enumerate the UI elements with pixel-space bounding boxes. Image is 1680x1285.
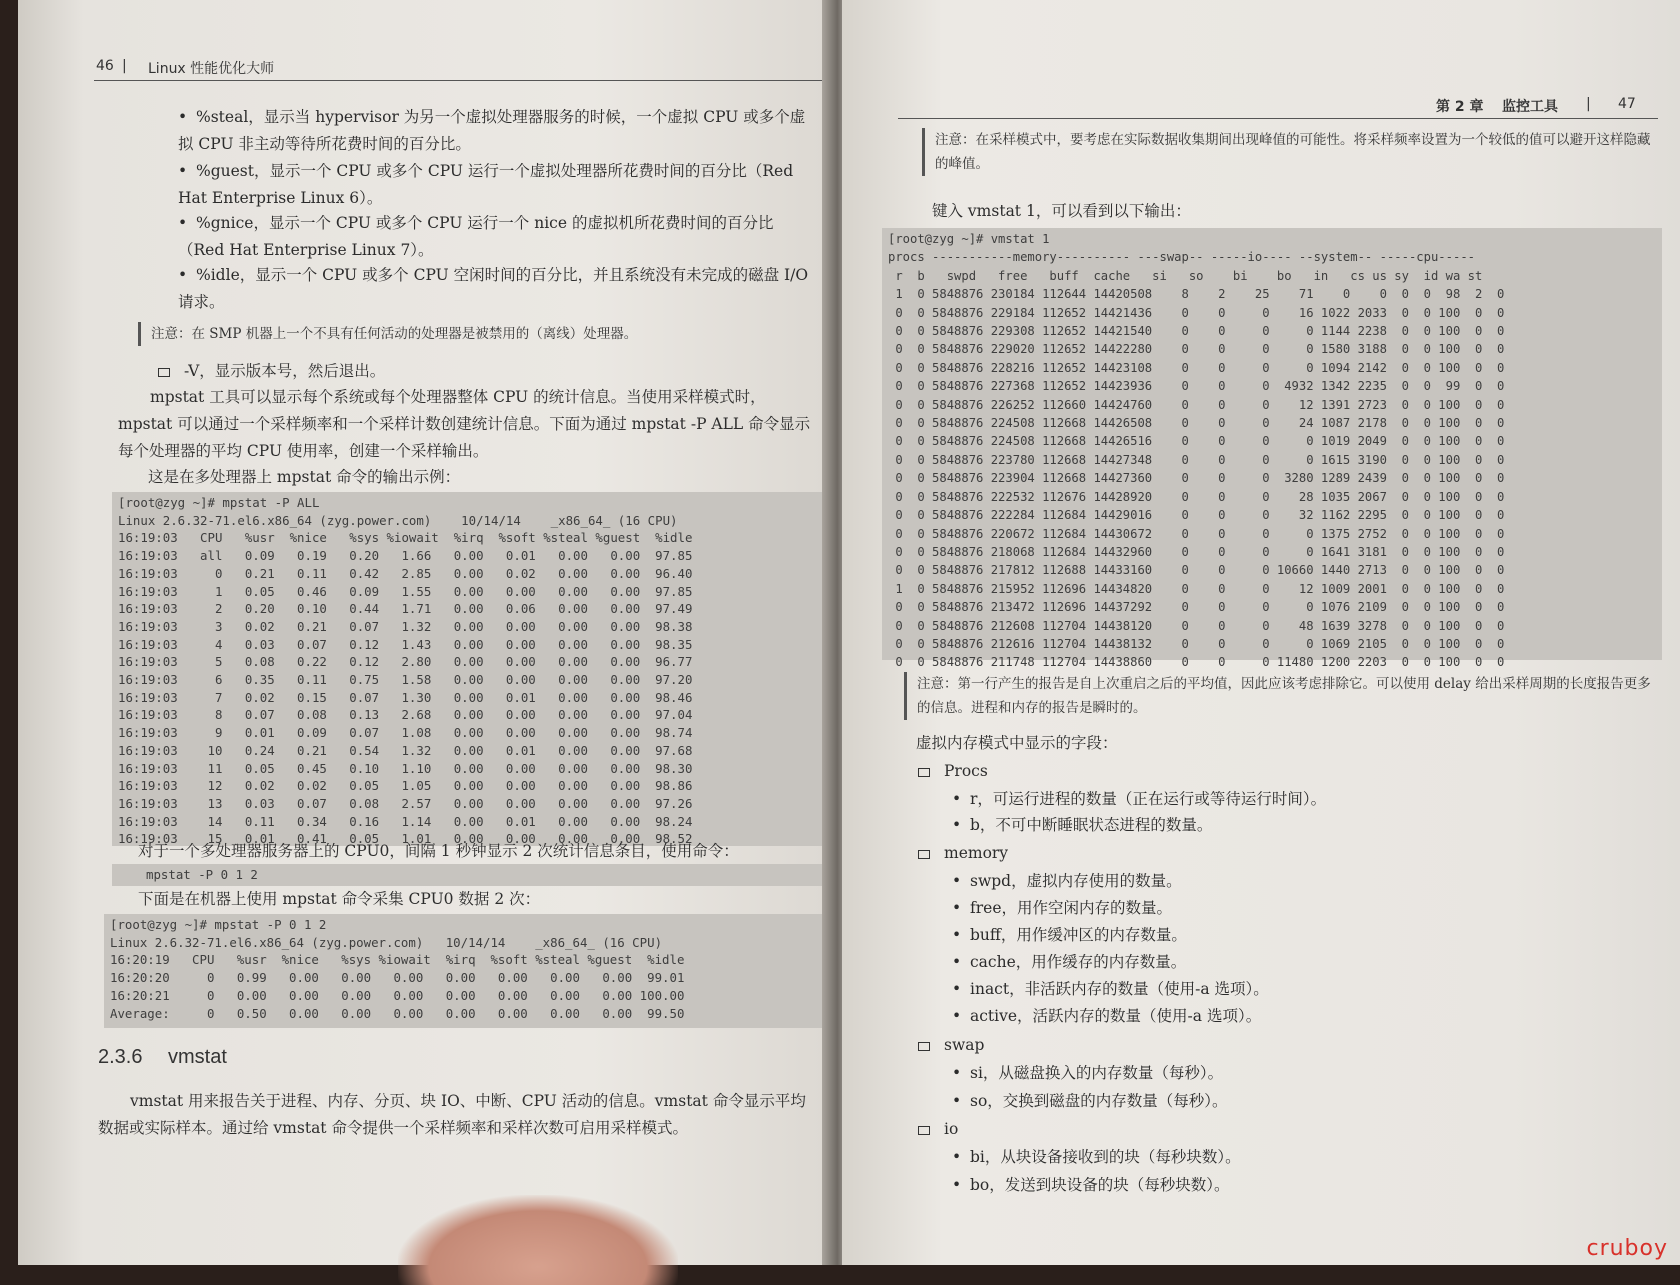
item-buff: • buff，用作缓冲区的内存数量。 [952, 926, 1187, 944]
note-first-line: 注意：第一行产生的报告是自上次重启之后的平均值，因此应该考虑排除它。可以使用 delay 给出采样周期的长度报告更多的信息。进程和内存的报告是瞬时的。 [904, 672, 1657, 720]
right-header-rule [898, 118, 1658, 119]
item-bo: • bo，发送到块设备的块（每秒块数）。 [952, 1176, 1230, 1194]
square-bullet-icon [918, 1042, 930, 1051]
fields-intro: 虚拟内存模式中显示的字段： [916, 734, 1118, 752]
item-bi: • bi，从块设备接收到的块（每秒块数）。 [952, 1148, 1241, 1166]
bullet-idle: • %idle，显示一个 CPU 或多个 CPU 空闲时间的百分比，并且系统没有未完成的磁盘 I/O 请求。 [178, 266, 809, 311]
header-separator: | [122, 58, 127, 74]
bullet-guest: • %guest，显示一个 CPU 或多个 CPU 运行一个虚拟处理器所花费时间的百分比（Red Hat Enterprise Linux 6）。 [178, 162, 794, 207]
group-swap: swap [918, 1032, 984, 1059]
mpstat-all-output: [root@zyg ~]# mpstat -P ALL Linux 2.6.32-71.el6.x86_64 (zyg.power.com) 10/14/14 _x86_64_ (16 CPU) 16:19:03 CPU %usr %nice %sys %iowait %irq %soft %steal %guest %idle 16:19:03 all 0.09 0.19 0.20 1.66 0.00 0.01 0.00 0.00 97.85 16:19:03 0 0.21 0.11 0.42 2.85 0.00 0.02 0.00 0.00 96.40 16:19:03 1 0.05 0.46 0.09 1.55 0.00 0.00 0.00 0.00 97.85 16:19:03 2 0.20 0.10 0.44 1.71 0.00 0.06 0.00 0.00 97.49 16:19:03 3 0.02 0.21 0.07 1.32 0.00 0.00 0.00 0.00 98.38 16:19:03 4 0.03 0.07 0.12 1.43 0.00 0.00 0.00 0.00 98.35 16:19:03 5 0.08 0.22 0.12 2.80 0.00 0.00 0.00 0.00 96.77 16:19:03 6 0.35 0.11 0.75 1.58 0.00 0.00 0.00 0.00 97.20 16:19:03 7 0.02 0.15 0.07 1.30 0.00 0.01 0.00 0.00 98.46 16:19:03 8 0.07 0.08 0.13 2.68 0.00 0.00 0.00 0.00 97.04 16:19:03 9 0.01 0.09 0.07 1.08 0.00 0.00 0.00 0.00 98.74 16:19:03 10 0.24 0.21 0.54 1.32 0.00 0.01 0.00 0.00 97.68 16:19:03 11 0.05 0.45 0.10 1.10 0.00 0.00 0.00 0.00 98.30 16:19:03 12 0.02 0.02 0.05 1.05 0.00 0.00 0.00 0.00 98.86 16:19:03 13 0.03 0.07 0.08 2.57 0.00 0.00 0.00 0.00 97.26 16:19:03 14 0.11 0.34 0.16 1.14 0.00 0.01 0.00 0.00 98.24 16:19:03 15 0.01 0.41 0.05 1.01 0.00 0.00 0.00 0.00 98.52 [112, 492, 824, 846]
item-r: • r，可运行进程的数量（正在运行或等待运行时间）。 [952, 790, 1327, 808]
group-procs: Procs [918, 758, 988, 785]
option-v: -V，显示版本号，然后退出。 [158, 358, 818, 385]
left-book-title: Linux 性能优化大师 [148, 61, 275, 77]
thumb-shadow [398, 1195, 678, 1285]
right-page-number: 47 [1618, 96, 1636, 112]
item-free: • free，用作空闲内存的数量。 [952, 899, 1172, 917]
item-b: • b，不可中断睡眠状态进程的数量。 [952, 816, 1213, 834]
item-so: • so，交换到磁盘的内存数量（每秒）。 [952, 1092, 1228, 1110]
group-memory: memory [918, 840, 1008, 867]
vmstat-description: vmstat 用来报告关于进程、内存、分页、块 IO、中断、CPU 活动的信息。vmstat 命令显示平均数据或实际样本。通过给 vmstat 命令提供一个采样频率和采样次数可启用采样模式。 [98, 1092, 806, 1137]
cpu0-example-intro: 下面是在机器上使用 mpstat 命令采集 CPU0 数据 2 次： [138, 890, 541, 908]
section-number: 2.3.6 [98, 1046, 143, 1068]
vmstat-output: [root@zyg ~]# vmstat 1 procs -----------memory---------- ---swap-- -----io---- --system-- -----cpu----- r b swpd free buff cache si so bi bo in cs us sy id wa st 1 0 5848876 230184 112644 14420508 8 2 25 71 0 0 0 0 98 2 0 0 0 5848876 229184 112652 14421436 0 0 0 16 1022 2033 0 0 100 0 0 0 0 5848876 229308 112652 14421540 0 0 0 0 1144 2238 0 0 100 0 0 0 0 5848876 229020 112652 14422280 0 0 0 0 1580 3188 0 0 100 0 0 0 0 5848876 228216 112652 14423108 0 0 0 0 1094 2142 0 0 100 0 0 0 0 5848876 227368 112652 14423936 0 0 0 4932 1342 2235 0 0 99 0 0 0 0 5848876 226252 112660 14424760 0 0 0 12 1391 2723 0 0 100 0 0 0 0 5848876 224508 112668 14426508 0 0 0 24 1087 2178 0 0 100 0 0 0 0 5848876 224508 112668 14426516 0 0 0 0 1019 2049 0 0 100 0 0 0 0 5848876 223780 112668 14427348 0 0 0 0 1615 3190 0 0 100 0 0 0 0 5848876 223904 112668 14427360 0 0 0 3280 1289 2439 0 0 100 0 0 0 0 5848876 222532 112676 14428920 0 0 0 28 1035 2067 0 0 100 0 0 0 0 5848876 222284 112684 14429016 0 0 0 32 1162 2295 0 0 100 0 0 0 0 5848876 220672 112684 14430672 0 0 0 0 1375 2752 0 0 100 0 0 0 0 5848876 218068 112684 14432960 0 0 0 0 1641 3181 0 0 100 0 0 0 0 5848876 217812 112688 14433160 0 0 0 10660 1440 2713 0 0 100 0 0 1 0 5848876 215952 112696 14434820 0 0 0 12 1009 2001 0 0 100 0 0 0 0 5848876 213472 112696 14437292 0 0 0 0 1076 2109 0 0 100 0 0 0 0 5848876 212608 112704 14438120 0 0 0 48 1639 3278 0 0 100 0 0 0 0 5848876 212616 112704 14438132 0 0 0 0 1069 2105 0 0 100 0 0 0 0 5848876 211748 112704 14438860 0 0 0 11480 1200 2203 0 0 100 0 0 [882, 228, 1662, 660]
bullet-gnice: • %gnice，显示一个 CPU 或多个 CPU 运行一个 nice 的虚拟机所花费时间的百分比（Red Hat Enterprise Linux 7）。 [178, 214, 774, 259]
square-bullet-icon [918, 768, 930, 777]
item-swpd: • swpd，虚拟内存使用的数量。 [952, 872, 1182, 890]
square-bullet-icon [918, 1126, 930, 1135]
left-page [18, 0, 838, 1265]
item-cache: • cache，用作缓存的内存数量。 [952, 953, 1187, 971]
item-si: • si，从磁盘换入的内存数量（每秒）。 [952, 1064, 1224, 1082]
mpstat-description: mpstat 工具可以显示每个系统或每个处理器整体 CPU 的统计信息。当使用采样模式时，mpstat 可以通过一个采样频率和一个采样计数创建统计信息。下面为通过 mpstat -P ALL 命令显示每个处理器的平均 CPU 使用率，创建一个采样输出。 [118, 388, 811, 460]
square-bullet-icon [158, 368, 170, 377]
item-inact: • inact，非活跃内存的数量（使用-a 选项）。 [952, 980, 1269, 998]
item-active: • active，活跃内存的数量（使用-a 选项）。 [952, 1007, 1262, 1025]
mpstat-command: mpstat -P 0 1 2 [112, 864, 852, 886]
section-title: vmstat [168, 1046, 227, 1068]
vmstat-intro: 键入 vmstat 1，可以看到以下输出： [932, 202, 1191, 220]
left-page-number: 46 [96, 58, 114, 74]
cpu0-command-intro: 对于一个多处理器服务器上的 CPU0，间隔 1 秒钟显示 2 次统计信息条目，使用命令： [138, 842, 739, 860]
right-chapter: 第 2 章 [1436, 99, 1484, 115]
bullet-steal: • %steal，显示当 hypervisor 为另一个虚拟处理器服务的时候，一个虚拟 CPU 或多个虚拟 CPU 非主动等待所花费时间的百分比。 [178, 108, 806, 153]
right-chapter-title: 监控工具 [1502, 99, 1558, 115]
left-header-rule [94, 80, 822, 81]
mpstat-example-intro: 这是在多处理器上 mpstat 命令的输出示例： [148, 468, 461, 486]
watermark: cruboy [1586, 1236, 1668, 1261]
group-io: io [918, 1116, 958, 1143]
note-smp: 注意：在 SMP 机器上一个不具有任何活动的处理器是被禁用的（离线）处理器。 [138, 322, 811, 346]
header-separator-right: | [1586, 96, 1591, 112]
mpstat-cpu0-output: [root@zyg ~]# mpstat -P 0 1 2 Linux 2.6.32-71.el6.x86_64 (zyg.power.com) 10/14/14 _x86_64_ (16 CPU) 16:20:19 CPU %usr %nice %sys %iowait %irq %soft %steal %guest %idle 16:20:20 0 0.99 0.00 0.00 0.00 0.00 0.00 0.00 0.00 99.01 16:20:21 0 0.00 0.00 0.00 0.00 0.00 0.00 0.00 0.00 100.00 Average: 0 0.50 0.00 0.00 0.00 0.00 0.00 0.00 0.00 99.50 [104, 914, 824, 1028]
note-sampling: 注意：在采样模式中，要考虑在实际数据收集期间出现峰值的可能性。将采样频率设置为一个较低的值可以避开这样隐藏的峰值。 [922, 128, 1655, 176]
square-bullet-icon [918, 850, 930, 859]
right-page [842, 0, 1680, 1265]
